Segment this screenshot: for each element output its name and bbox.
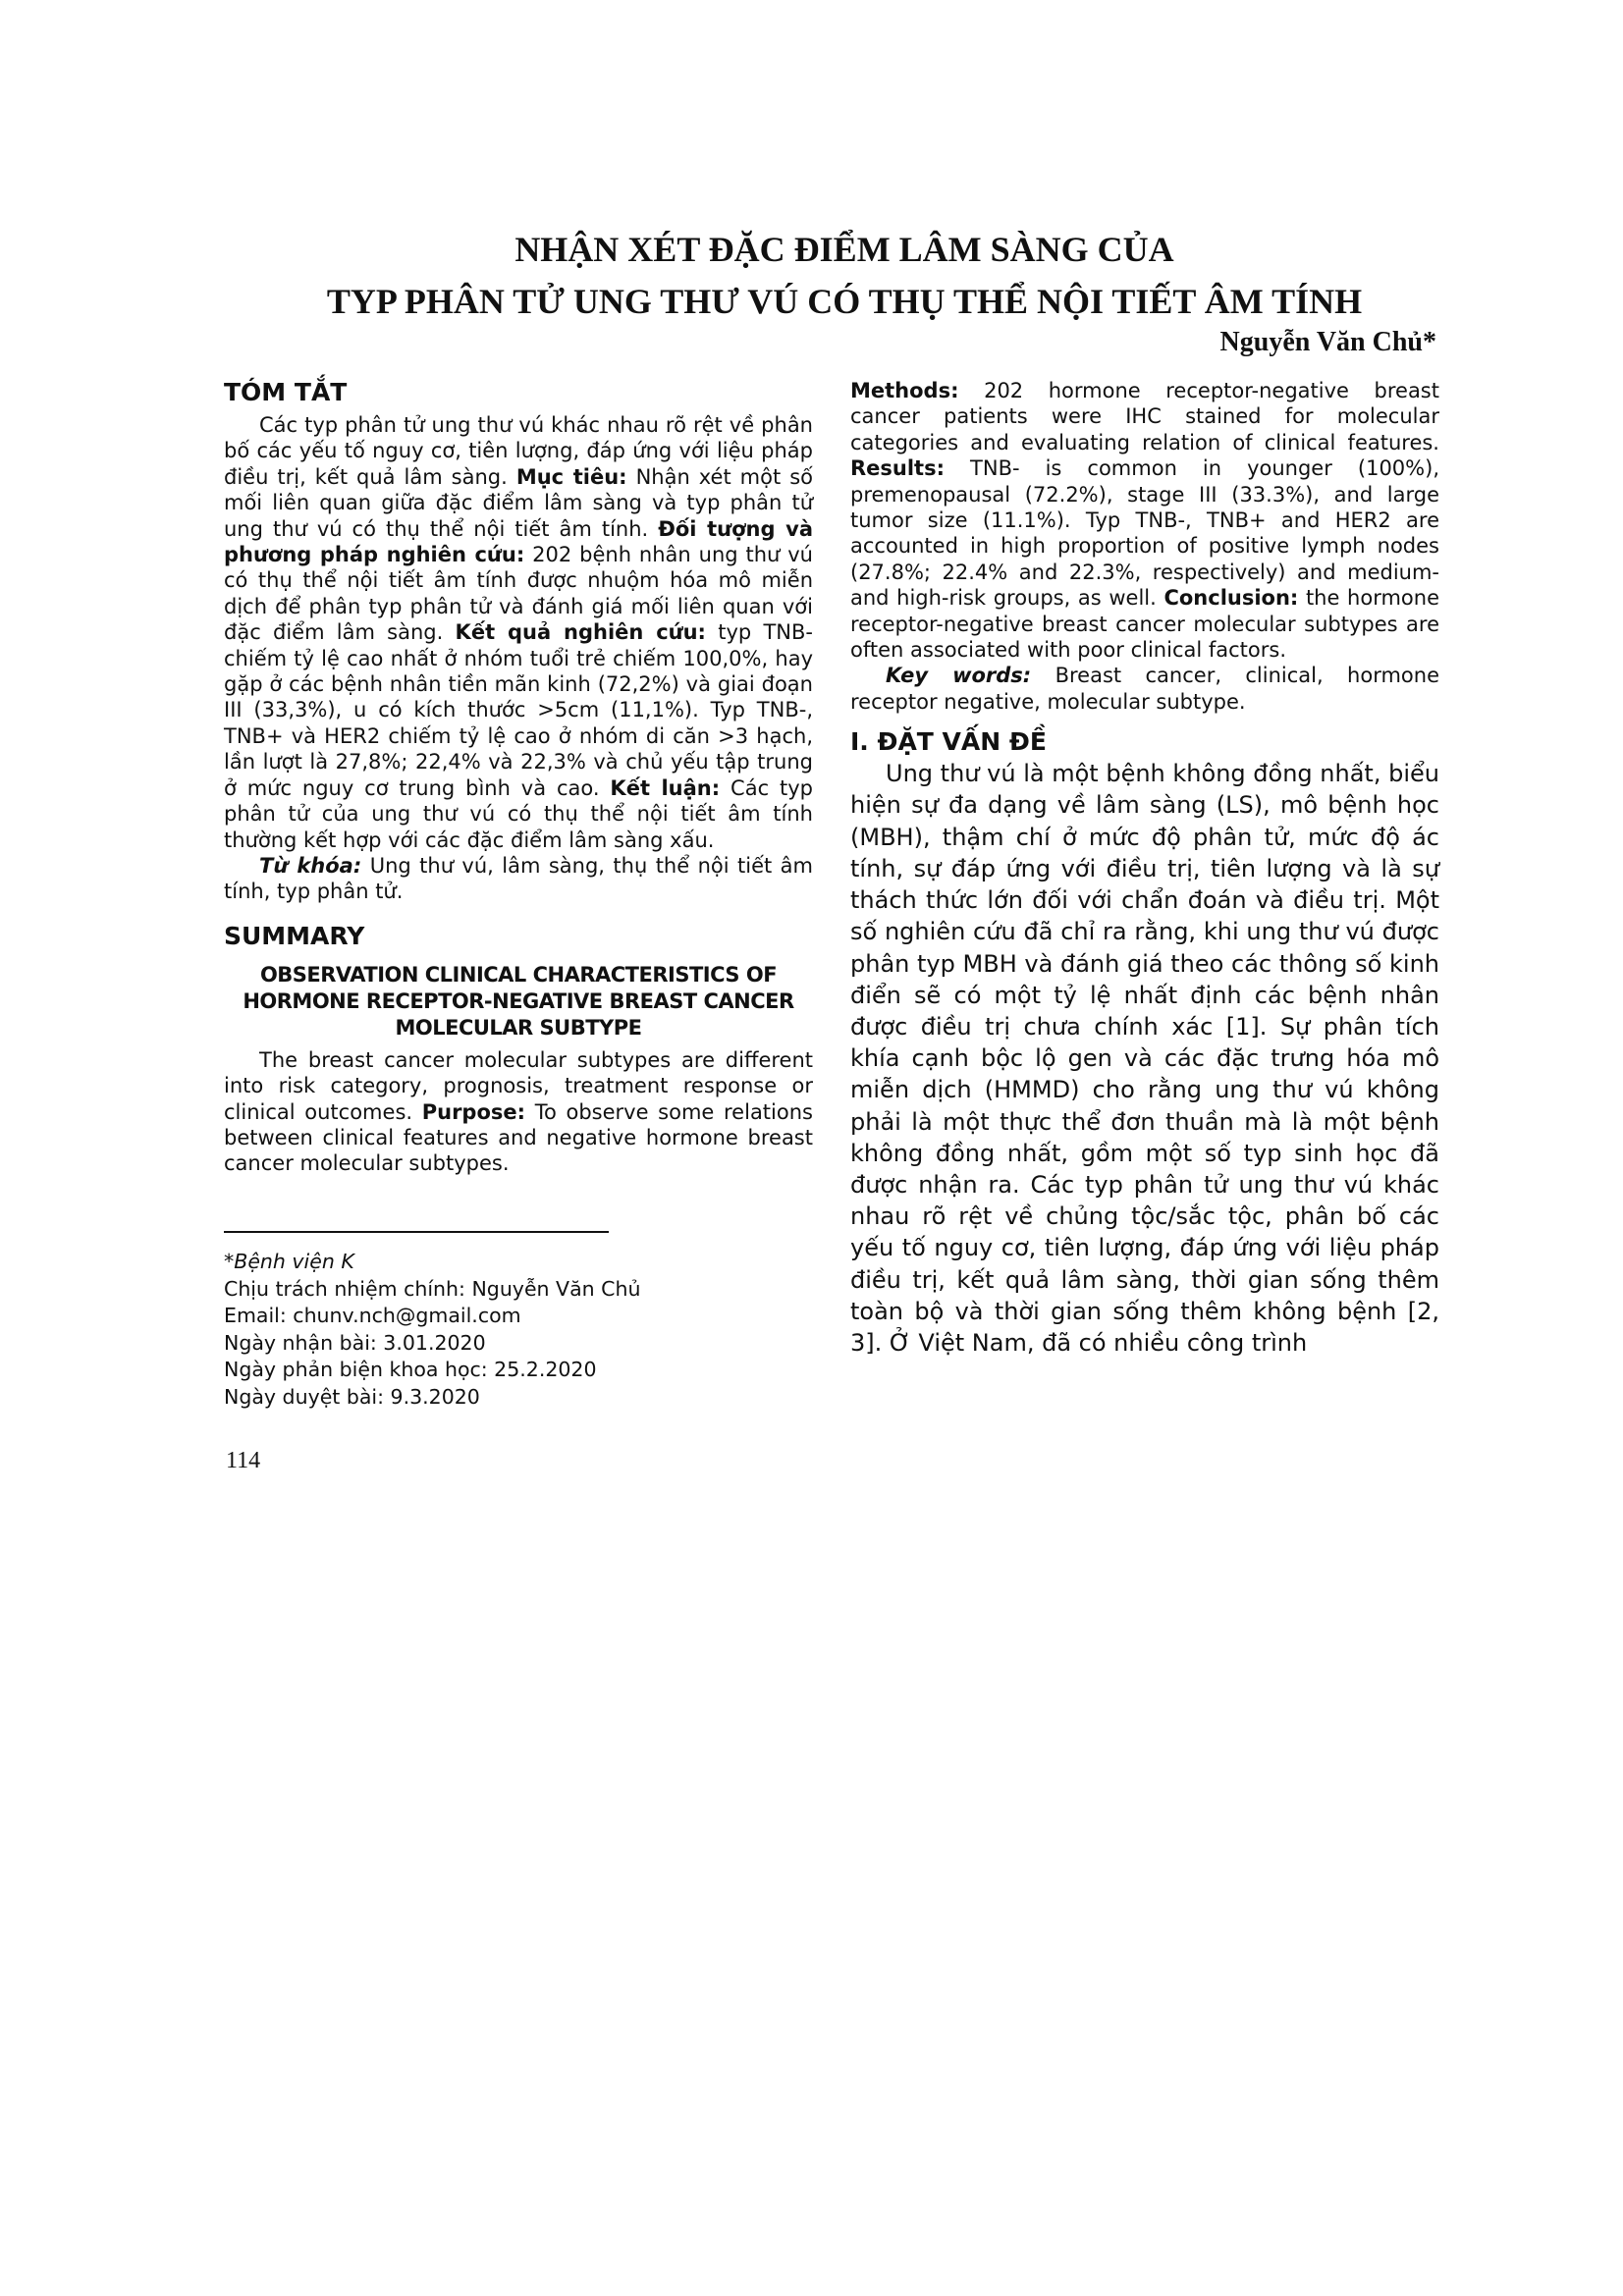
- muctieu-label: Mục tiêu:: [515, 464, 627, 489]
- author: Nguyễn Văn Chủ*: [1219, 327, 1436, 357]
- footnote-accepted: Ngày duyệt bài: 9.3.2020: [224, 1384, 480, 1409]
- tukhoa-label: Từ khóa:: [259, 853, 362, 878]
- keywords: [850, 663, 1439, 715]
- results-label: Results:: [850, 456, 945, 481]
- page-number: 114: [226, 1448, 261, 1473]
- section-1-body: Ung thư vú là một bệnh không đồng nhất, biểu hiện sự đa dạng về lâm sàng (LS), mô bệnh học (MBH), thậm chí ở mức độ phân tử, mức độ ác tính, sự đáp ứng với điều trị, tiên lượng và là sự thách thức lớn đối với chẩn đoán và điều trị. Một số nghiên cứu đã chỉ ra rằng, khi ung thư vú được phân typ MBH và đánh giá theo các thông số kinh điển sẽ có một tỷ lệ nhất định các bệnh nhân được điều trị chưa chính xác [1]. Sự phân tích khía cạnh bộc lộ gen và các đặc trưng hóa mô miễn dịch (HMMD) cho rằng ung thư vú không phải là một thực thể đơn thuần mà là một bệnh không đồng nhất, gồm một số typ sinh học đã được nhận ra. Các typ phân tử ung thư vú khác nhau rõ rệt về chủng tộc/sắc tộc, phân bố các yếu tố nguy cơ, tiên lượng, đáp ứng với liệu pháp điều trị, kết quả lâm sàng, thời gian sống thêm toàn bộ và thời gian sống thêm không bệnh [2, 3]. Ở Việt Nam, đã có nhiều công trình: [850, 760, 1439, 1357]
- keywords-label: Key words:: [886, 664, 1032, 688]
- muctieu-text: Nhận xét một số mối liên quan giữa đặc điểm lâm sàng và typ phân tử ung thư vú có thụ thể nội tiết âm tính.: [224, 464, 813, 541]
- footnote-reviewed: Ngày phản biện khoa học: 25.2.2020: [224, 1358, 597, 1381]
- footnote-received: Ngày nhận bài: 3.01.2020: [224, 1330, 486, 1355]
- ketluan-label: Kết luận:: [610, 775, 721, 800]
- title-line-2: TYP PHÂN TỬ UNG THƯ VÚ CÓ THỤ THỂ NỘI TIẾT ÂM TÍNH: [326, 282, 1363, 321]
- conclusion-label: Conclusion:: [1163, 586, 1299, 611]
- title-line-1: NHẬN XÉT ĐẶC ĐIỂM LÂM SÀNG CỦA: [514, 230, 1174, 269]
- purpose-label: Purpose:: [421, 1099, 526, 1124]
- results-text: TNB- is common in younger (100%), premenopausal (72.2%), stage III (33.3%), and large tumor size (11.1%). Typ TNB-, TNB+ and HER2 are accounted in high proportion of positive lymph nodes (27.8%; 22.4% and 22.3%, respectively) and medium- and high-risk groups, as well.: [850, 456, 1439, 611]
- summary-heading: SUMMARY: [224, 921, 365, 950]
- footnote-responsible: Chịu trách nhiệm chính: Nguyễn Văn Chủ: [224, 1276, 641, 1301]
- footnote-divider: [224, 1231, 609, 1233]
- purpose-text: To observe some relations between clinical features and negative hormone breast cancer molecular subtypes.: [224, 1099, 813, 1176]
- right-column: [850, 378, 1439, 1359]
- tomtat-heading: TÓM TẮT: [224, 378, 348, 406]
- tomtat-abstract: [224, 412, 813, 853]
- summary-intro: [224, 1047, 813, 1177]
- ketqua-text: typ TNB- chiếm tỷ lệ cao nhất ở nhóm tuổi trẻ chiếm 100,0%, hay gặp ở các bệnh nhân tiền mãn kinh (72,2%) và giai đoạn III (33,3%), u có kích thước >5cm (11,1%). Typ TNB-, TNB+ và HER2 chiếm tỷ lệ cao ở nhóm di căn >3 hạch, lần lượt là 27,8%; 22,4% và 22,3% và chủ yếu tập trung ở mức nguy cơ trung bình và cao.: [224, 620, 813, 800]
- footnote-affiliation: *Bệnh viện K: [224, 1250, 354, 1273]
- ketluan-text: Các typ phân tử của ung thư vú có thụ thể nội tiết âm tính thường kết hợp với các đặc điểm lâm sàng xấu.: [224, 775, 813, 852]
- tukhoa-text: Ung thư vú, lâm sàng, thụ thể nội tiết âm tính, typ phân tử.: [224, 853, 813, 904]
- left-column: [224, 377, 813, 1177]
- methods-text: 202 hormone receptor-negative breast cancer patients were IHC stained for molecular categories and evaluating relation of clinical features.: [850, 379, 1439, 454]
- summary-subtitle: OBSERVATION CLINICAL CHARACTERISTICS OF HORMONE RECEPTOR-NEGATIVE BREAST CANCER MOLECULAR SUBTYPE: [243, 962, 794, 1040]
- tukhoa: [224, 853, 813, 905]
- doituong-label: Đối tượng và phương pháp nghiên cứu:: [224, 516, 813, 567]
- conclusion-text: the hormone receptor-negative breast cancer molecular subtypes are often associated with poor clinical factors.: [850, 586, 1439, 663]
- footnote: [224, 1249, 640, 1411]
- ketqua-label: Kết quả nghiên cứu:: [455, 620, 706, 645]
- article-title: [196, 224, 1492, 328]
- footnote-email: Email: chunv.nch@gmail.com: [224, 1304, 521, 1327]
- keywords-text: Breast cancer, clinical, hormone receptor negative, molecular subtype.: [850, 664, 1439, 714]
- doituong-text: 202 bệnh nhân ung thư vú có thụ thể nội tiết âm tính được nhuộm hóa mô miễn dịch để phân typ phân tử và đánh giá mối liên quan với đặc điểm lâm sàng.: [224, 543, 813, 645]
- section-1-heading: I. ĐẶT VẤN ĐỀ: [850, 727, 1047, 757]
- summary-continued: [850, 378, 1439, 663]
- methods-label: Methods:: [850, 379, 959, 402]
- tomtat-intro: Các typ phân tử ung thư vú khác nhau rõ rệt về phân bố các yếu tố nguy cơ, tiên lượng, đáp ứng với liệu pháp điều trị, kết quả lâm sàng.: [224, 413, 813, 489]
- summary-intro-text: The breast cancer molecular subtypes are different into risk category, prognosis, treatment response or clinical outcomes.: [224, 1047, 813, 1124]
